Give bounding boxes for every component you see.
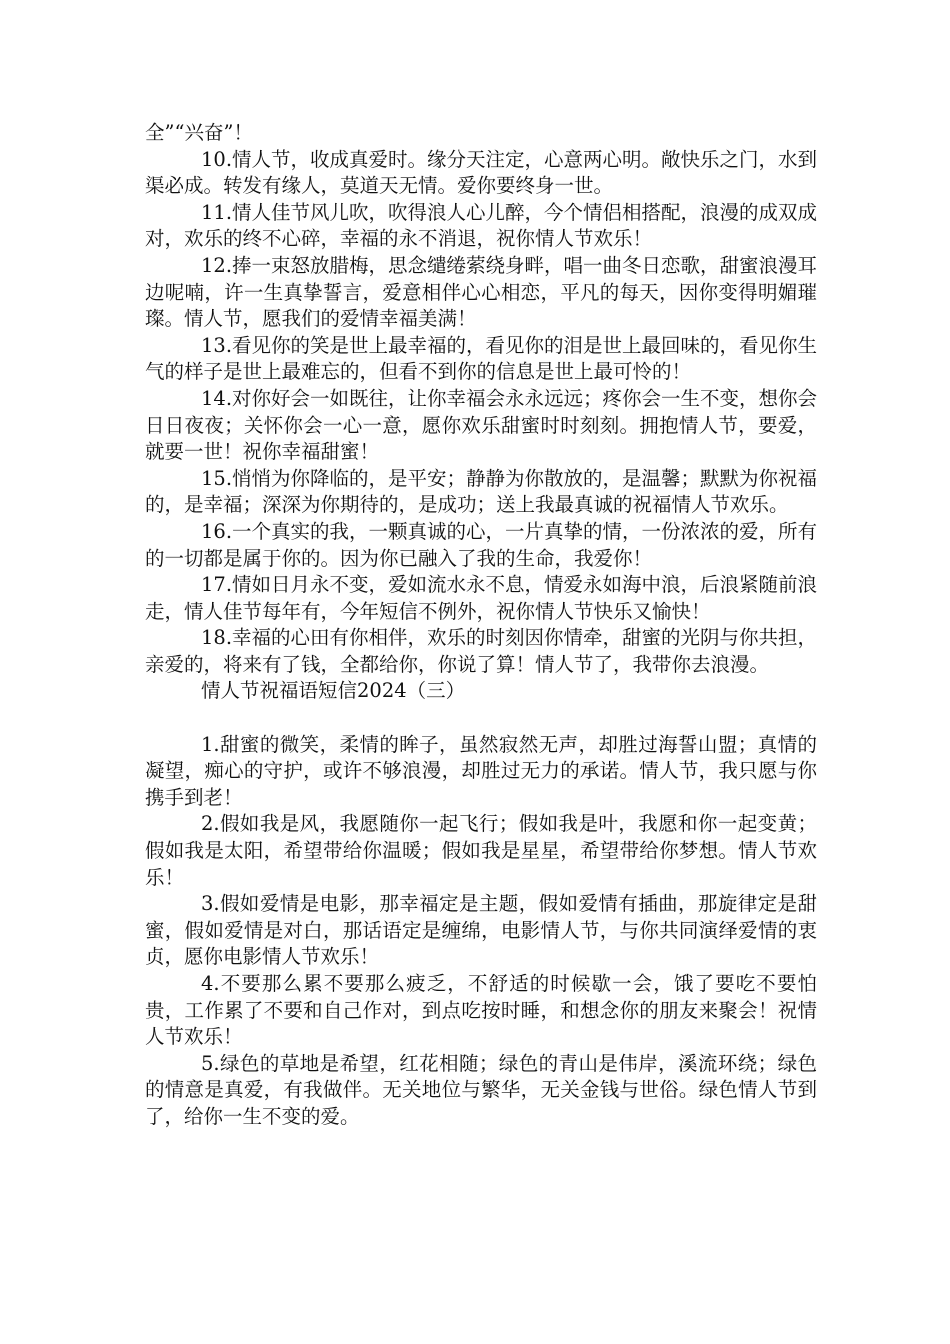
paragraph-item-17: 17.情如日月永不变，爱如流水永不息，情爱永如海中浪，后浪紧随前浪走，情人佳节每年有，今年短信不例外，祝你情人节快乐又愉快！ xyxy=(145,573,818,623)
paragraph-item-1: 1.甜蜜的微笑，柔情的眸子，虽然寂然无声，却胜过海誓山盟；真情的凝望，痴心的守护，或许不够浪漫，却胜过无力的承诺。情人节，我只愿与你携手到老！ xyxy=(145,732,817,809)
paragraph-item-15: 15.悄悄为你降临的，是平安；静静为你散放的，是温馨；默默为你祝福的，是幸福；深深为你期待的，是成功；送上我最真诚的祝福情人节欢乐。 xyxy=(145,466,818,517)
document-page xyxy=(145,120,817,1131)
paragraph-item-4: 4.不要那么累不要那么疲乏，不舒适的时候歇一会，饿了要吃不要怕贵，工作累了不要和自己作对，到点吃按时睡，和想念你的朋友来聚会！祝情人节欢乐！ xyxy=(145,972,817,1049)
paragraph-item-3: 3.假如爱情是电影，那幸福定是主题，假如爱情有插曲，那旋律定是甜蜜，假如爱情是对白，那话语定是缠绵，电影情人节，与你共同演绎爱情的衷贞，愿你电影情人节欢乐！ xyxy=(145,892,817,969)
section-heading: 情人节祝福语短信2024（三） xyxy=(201,679,466,703)
paragraph-item-13: 13.看见你的笑是世上最幸福的，看见你的泪是世上最回味的，看见你生气的样子是世上最难忘的，但看不到你的信息是世上最可怜的！ xyxy=(145,333,818,384)
paragraph-item-14: 14.对你好会一如既往，让你幸福会永永远远；疼你会一生不变，想你会日日夜夜；关怀你会一心一意，愿你欢乐甜蜜时时刻刻。拥抱情人节，要爱，就要一世！祝你幸福甜蜜！ xyxy=(145,386,818,464)
paragraph-item-5: 5.绿色的草地是希望，红花相随；绿色的青山是伟岸，溪流环绕；绿色的情意是真爱，有我做伴。无关地位与繁华，无关金钱与世俗。绿色情人节到了，给你一生不变的爱。 xyxy=(145,1051,817,1128)
paragraph-item-10: 10.情人节，收成真爱时。缘分天注定，心意两心明。敞快乐之门，水到渠必成。转发有缘人，莫道天无情。爱你要终身一世。 xyxy=(145,147,818,198)
paragraph-item-2: 2.假如我是风，我愿随你一起飞行；假如我是叶，我愿和你一起变黄；假如我是太阳，希望带给你温暖；假如我是星星，希望带给你梦想。情人节欢乐！ xyxy=(145,812,817,889)
paragraph-continuation: 全”“兴奋”！ xyxy=(145,121,253,144)
blank-line xyxy=(145,705,817,732)
paragraph-item-12: 12.捧一束怒放腊梅，思念缱绻萦绕身畔，唱一曲冬日恋歌，甜蜜浪漫耳边呢喃，许一生真挚誓言，爱意相伴心心相恋，平凡的每天，因你变得明媚璀璨。情人节，愿我们的爱情幸福美满！ xyxy=(145,253,818,331)
paragraph-item-16: 16.一个真实的我，一颗真诚的心，一片真挚的情，一份浓浓的爱，所有的一切都是属于你的。因为你已融入了我的生命，我爱你！ xyxy=(145,519,818,570)
paragraph-item-11: 11.情人佳节风儿吹，吹得浪人心儿醉，今个情侣相搭配，浪漫的成双成对，欢乐的终不心碎，幸福的永不消退，祝你情人节欢乐！ xyxy=(145,200,818,251)
paragraph-item-18: 18.幸福的心田有你相伴，欢乐的时刻因你情牵，甜蜜的光阴与你共担，亲爱的，将来有了钱，全都给你，你说了算！情人节了，我带你去浪漫。 xyxy=(145,626,818,676)
